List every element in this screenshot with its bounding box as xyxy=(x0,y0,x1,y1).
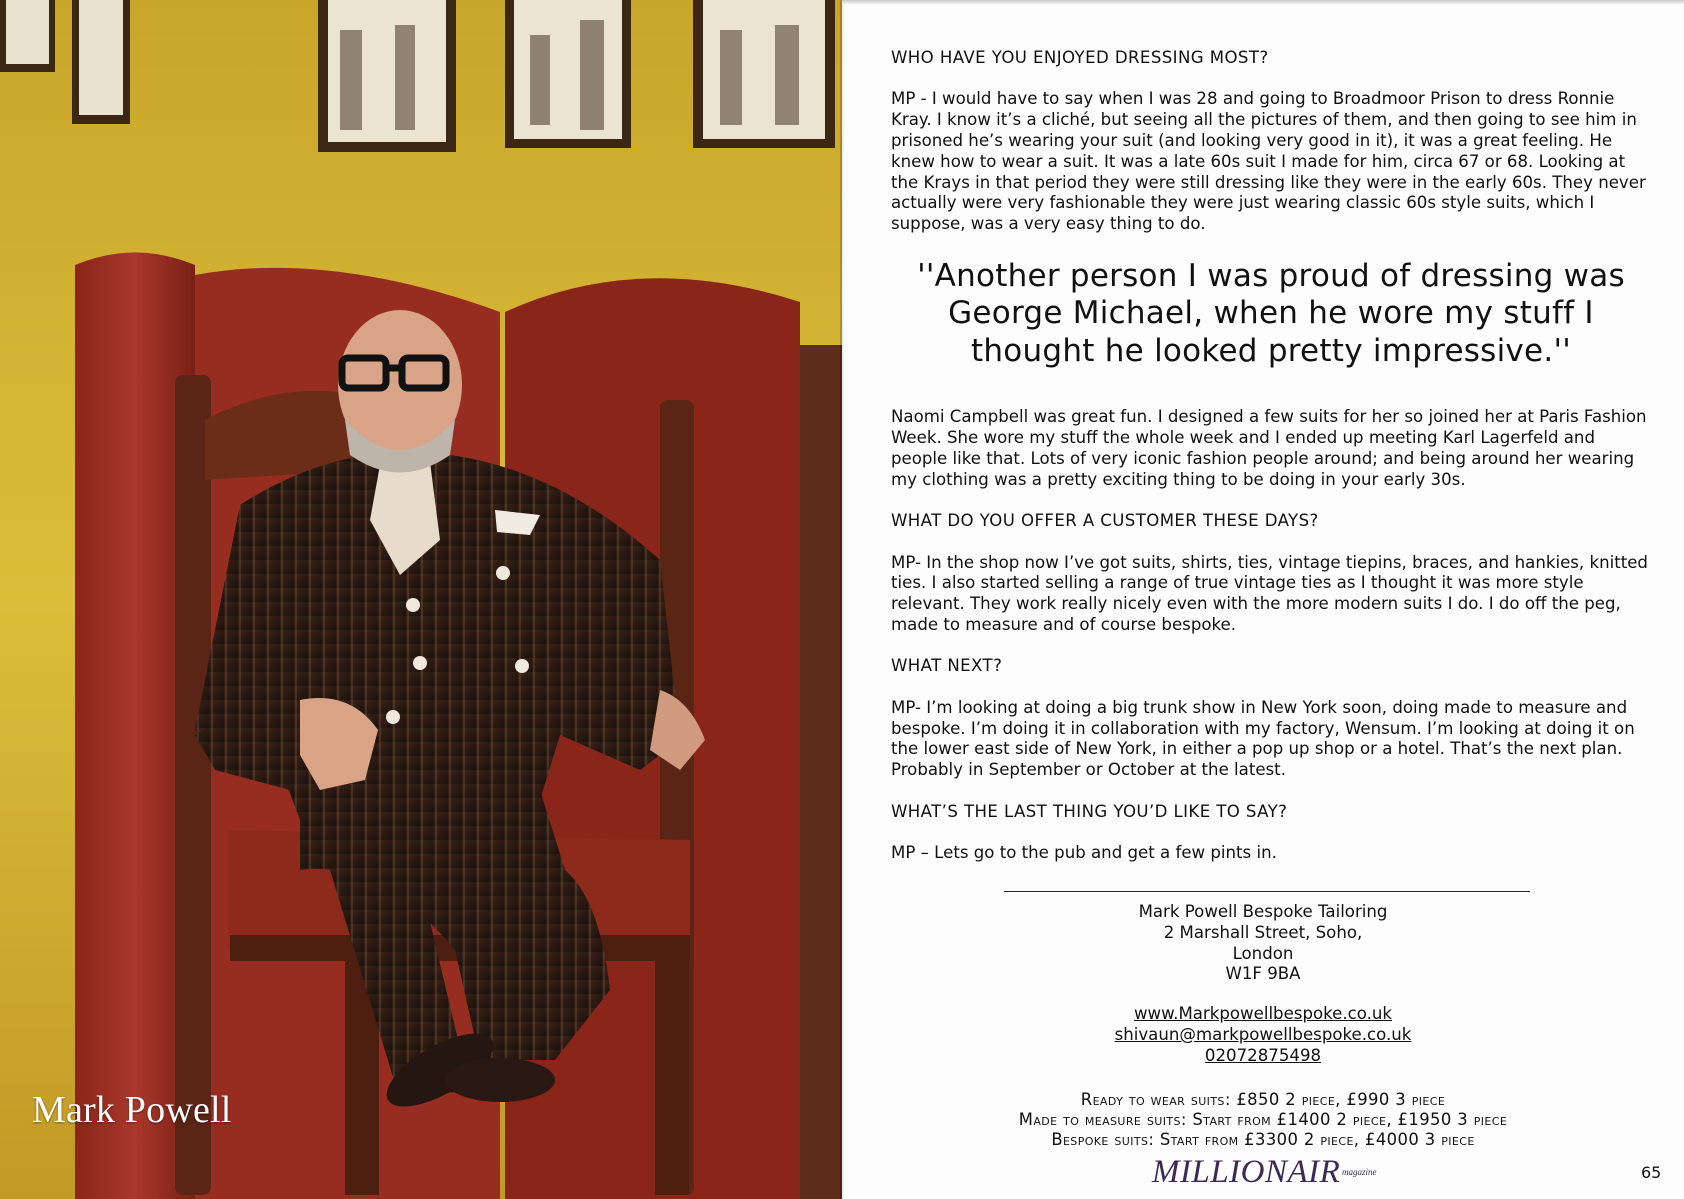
answer-paragraph: MP - I would have to say when I was 28 and going to Broadmoor Prison to dress Ronnie Kray. I know it’s a cliché, but seeing all the pictures of them, and then going to see him in prisoned he’s wearing your suit (and looking very good in it), it was a great feeling. He knew how to wear a suit. It was a late 60s suit I made for him, circa 67 or 68. Looking at the Krays in that period they were still dressing like they were in the early 60s. They never actually were very fashionable they were just wearing classic 60s style suits, which I suppose, was a very easy thing to do. xyxy=(891,89,1646,234)
business-name: Mark Powell Bespoke Tailoring xyxy=(1138,902,1388,921)
street-address: 2 Marshall Street, Soho, xyxy=(1163,922,1363,942)
page-number: 65 xyxy=(1641,1163,1662,1182)
answer-paragraph: MP- In the shop now I’ve got suits, shirts, ties, vintage tiepins, braces, and hankies, knitted ties. I also started selling a range of true vintage ties as I thought it was more style relevant. They work really nicely even with the more modern suits I do. I do off the peg, made to measure and of course bespoke. xyxy=(891,552,1648,635)
photo-caption: Mark Powell xyxy=(32,1089,232,1131)
magazine-logo-sub: magazine xyxy=(1342,1167,1377,1177)
city: London xyxy=(1232,943,1294,963)
price-list xyxy=(842,1090,1684,1151)
price-ready-to-wear: Ready to wear suits: £850 2 piece, £990 3 piece xyxy=(1080,1090,1446,1109)
page-top-edge xyxy=(842,0,1684,4)
website-link[interactable]: www.Markpowellbespoke.co.uk xyxy=(1133,1004,1393,1023)
answer-paragraph: Naomi Campbell was great fun. I designed a few suits for her so joined her at Paris Fashion Week. She wore my stuff the whole week and I ended up meeting Karl Lagerfeld and people like that. Lots of very iconic fashion people around; and being around her wearing my clothing was a pretty exciting thing to be doing in your early 30s. xyxy=(891,407,1647,489)
question-heading: WHAT DO YOU OFFER A CUSTOMER THESE DAYS? xyxy=(891,511,1319,531)
answer-paragraph: MP – Lets go to the pub and get a few pints in. xyxy=(891,842,1277,862)
answer-paragraph: MP- I’m looking at doing a big trunk show in New York soon, doing made to measure and bespoke. I’m doing it in collaboration with my factory, Wensum. I’m looking at doing it on the lower east side of New York, in either a pop up shop or a hotel. That’s the next plan. Probably in September or October at the latest. xyxy=(891,697,1635,780)
email-link[interactable]: shivaun@markpowellbespoke.co.uk xyxy=(1114,1024,1412,1044)
magazine-logo: MILLIONAIR xyxy=(1152,1154,1341,1190)
divider-rule xyxy=(1004,891,1530,892)
price-made-to-measure: Made to measure suits: Start from £1400 2 piece, £1950 3 piece xyxy=(1018,1110,1508,1130)
question-heading: WHAT NEXT? xyxy=(891,656,1003,676)
contact-links xyxy=(842,1004,1684,1066)
postcode: W1F 9BA xyxy=(1225,964,1301,984)
price-bespoke: Bespoke suits: Start from £3300 2 piece, £4000 3 piece xyxy=(1051,1130,1475,1150)
pull-quote: ''Another person I was proud of dressing was George Michael, when he wore my stuff I thought he looked pretty impressive.'' xyxy=(917,257,1625,369)
question-heading: WHAT’S THE LAST THING YOU’D LIKE TO SAY? xyxy=(891,801,1288,821)
question-heading: WHO HAVE YOU ENJOYED DRESSING MOST? xyxy=(891,48,1269,67)
contact-address xyxy=(842,902,1684,985)
article-column xyxy=(891,48,1651,884)
phone-link[interactable]: 02072875498 xyxy=(1204,1045,1322,1065)
